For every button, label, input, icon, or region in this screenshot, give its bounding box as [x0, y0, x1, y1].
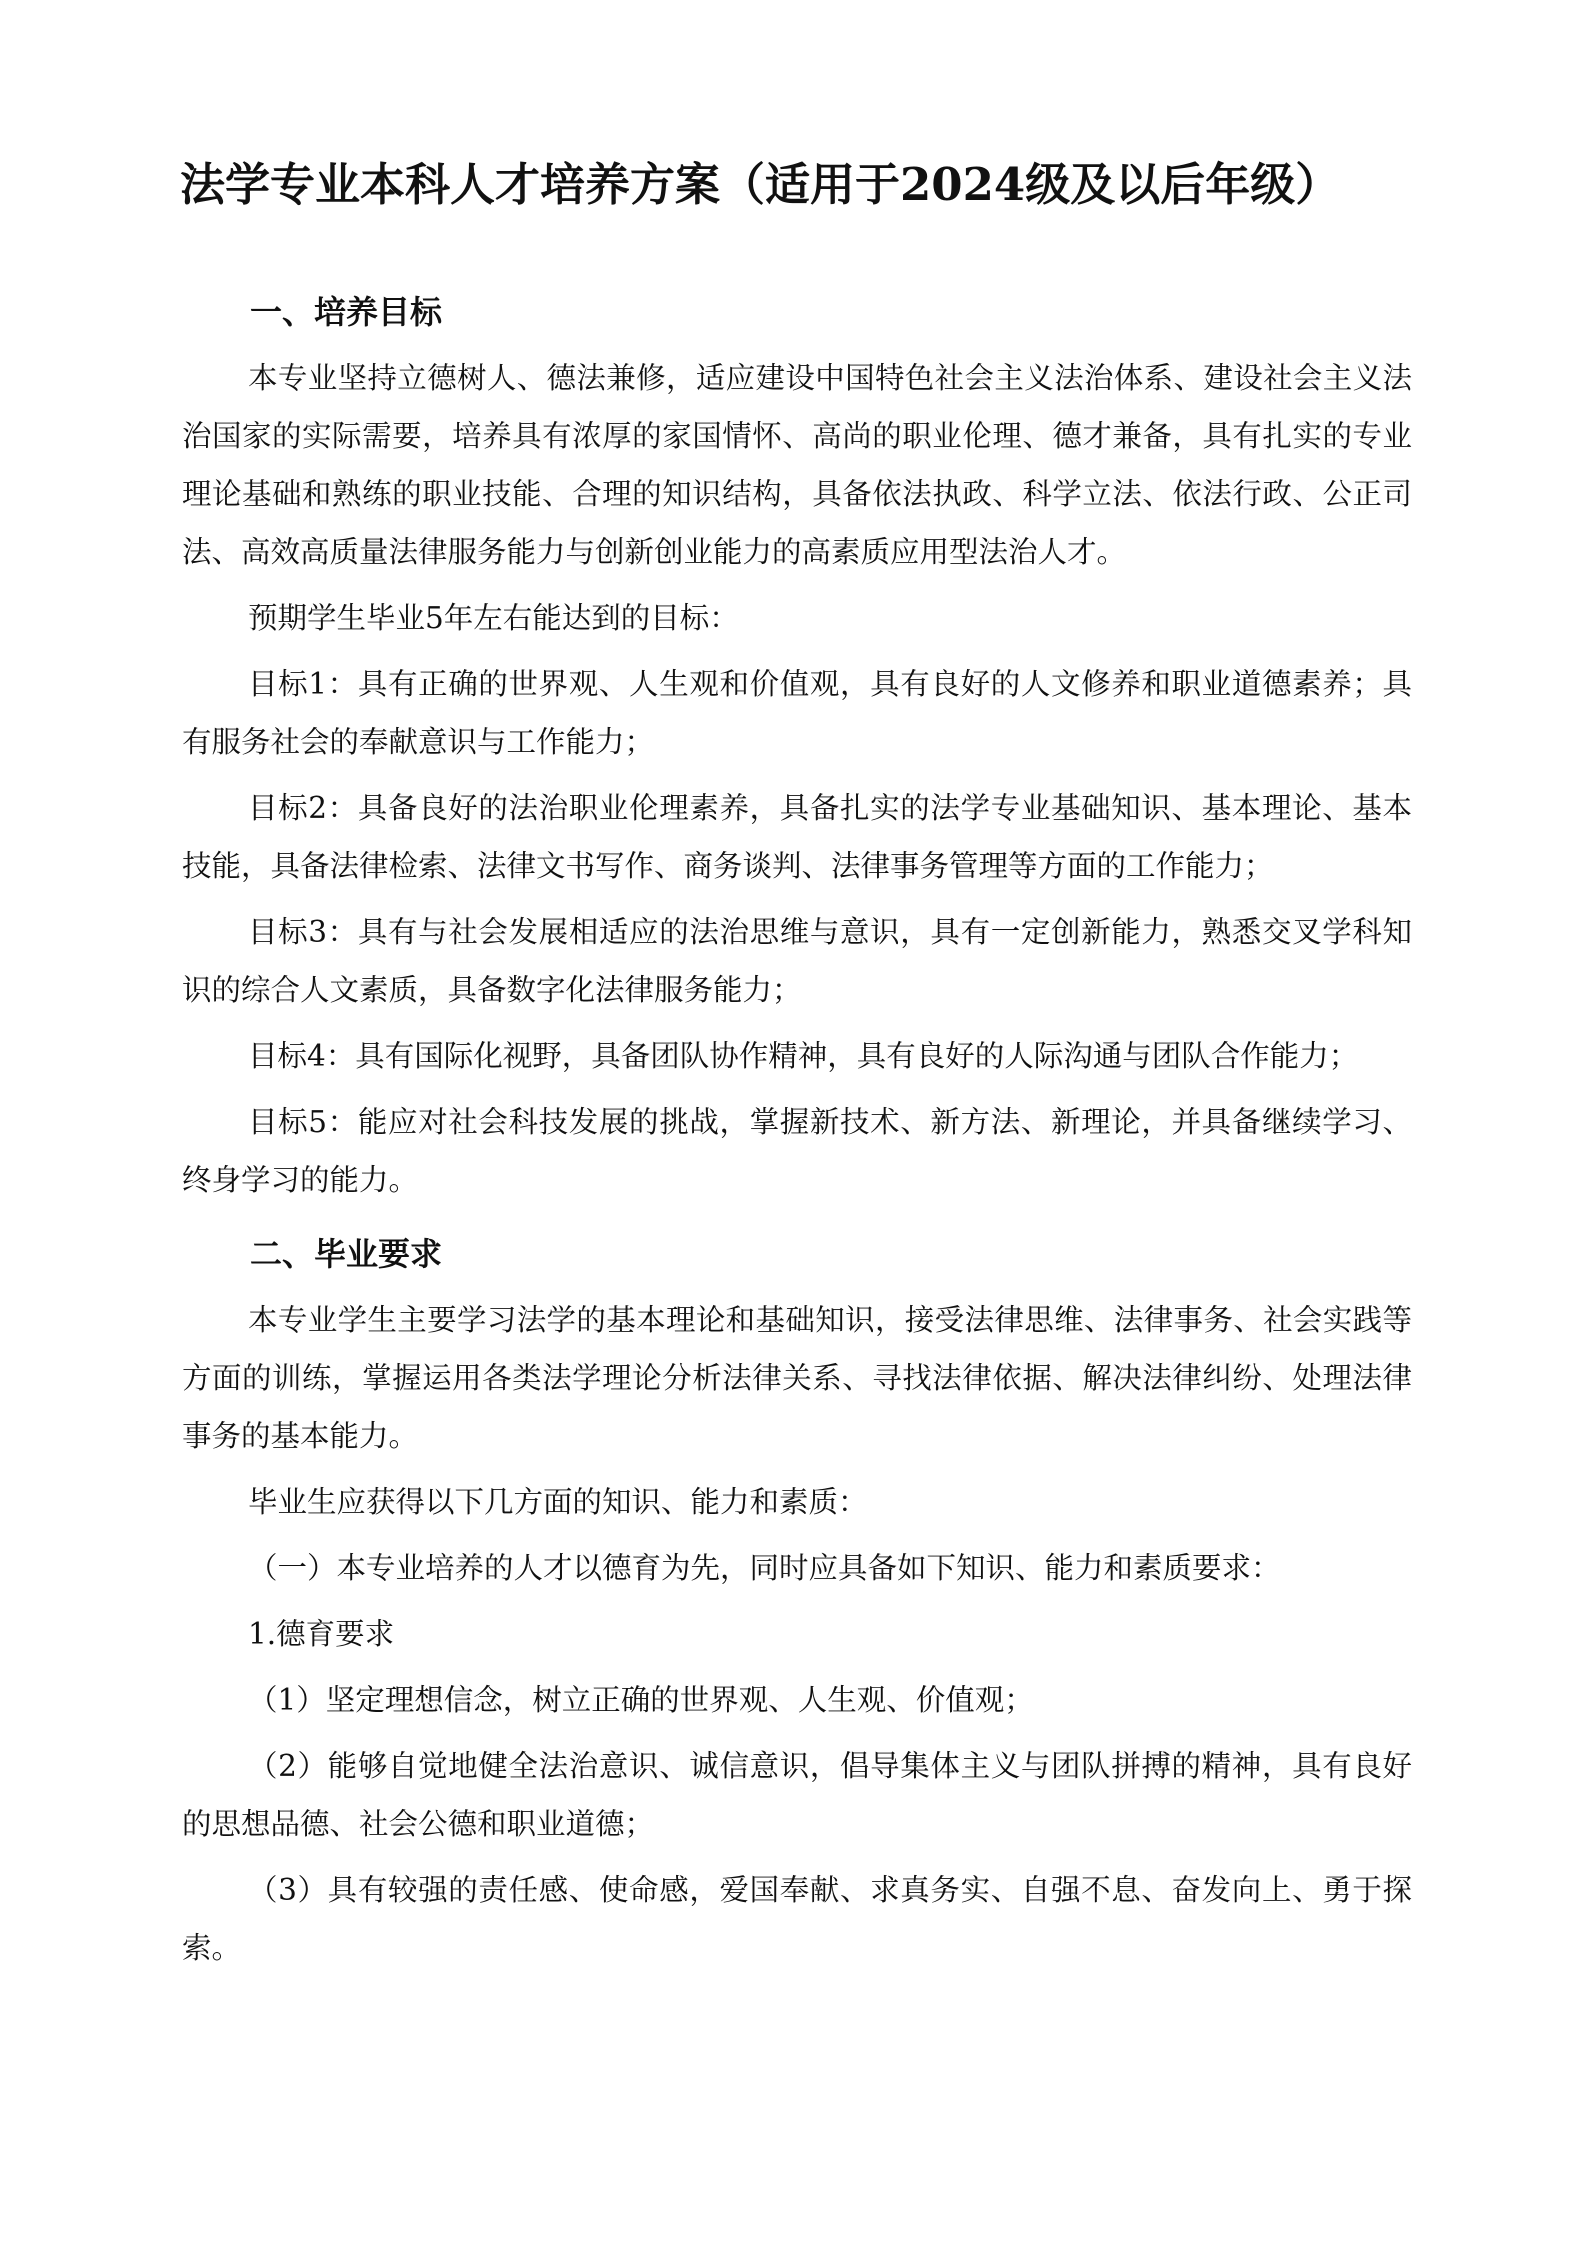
graduation-requirements-intro: 本专业学生主要学习法学的基本理论和基础知识，接受法律思维、法律事务、社会实践等方面的训练，掌握运用各类法学理论分析法律关系、寻找法律依据、解决法律纠纷、处理法律事务的基本能力。 — [182, 1303, 1412, 1453]
moral-item: （1）坚定理想信念，树立正确的世界观、人生观、价值观； — [248, 1683, 1034, 1717]
moral-item: （3）具有较强的责任感、使命感，爱国奉献、求真务实、自强不息、奋发向上、勇于探索。 — [182, 1873, 1412, 1965]
goal-item: 目标1：具有正确的世界观、人生观和价值观，具有良好的人文修养和职业道德素养；具有服务社会的奉献意识与工作能力； — [182, 667, 1412, 759]
goal-item: 目标5：能应对社会科技发展的挑战，掌握新技术、新方法、新理论，并具备继续学习、终身学习的能力。 — [182, 1105, 1412, 1197]
goal-item: 目标4：具有国际化视野，具备团队协作精神，具有良好的人际沟通与团队合作能力； — [248, 1039, 1359, 1073]
subsection-one: （一）本专业培养的人才以德育为先，同时应具备如下知识、能力和素质要求： — [248, 1551, 1281, 1585]
moral-item: （2）能够自觉地健全法治意识、诚信意识，倡导集体主义与团队拼搏的精神，具有良好的思想品德、社会公德和职业道德； — [182, 1749, 1412, 1841]
document-body — [182, 275, 1412, 1977]
graduate-obtain-lead: 毕业生应获得以下几方面的知识、能力和素质： — [248, 1485, 868, 1519]
document-title: 法学专业本科人才培养方案（适用于2024级及以后年级） — [180, 158, 1341, 211]
moral-requirements-title: 1.德育要求 — [248, 1617, 395, 1651]
goal-item: 目标2：具备良好的法治职业伦理素养，具备扎实的法学专业基础知识、基本理论、基本技能，具备法律检索、法律文书写作、商务谈判、法律事务管理等方面的工作能力； — [182, 791, 1412, 883]
training-goals-intro: 本专业坚持立德树人、德法兼修，适应建设中国特色社会主义法治体系、建设社会主义法治国家的实际需要，培养具有浓厚的家国情怀、高尚的职业伦理、德才兼备，具有扎实的专业理论基础和熟练的职业技能、合理的知识结构，具备依法执政、科学立法、依法行政、公正司法、高效高质量法律服务能力与创新创业能力的高素质应用型法治人才。 — [182, 361, 1412, 569]
goal-item: 目标3：具有与社会发展相适应的法治思维与意识，具有一定创新能力，熟悉交叉学科知识的综合人文素质，具备数字化法律服务能力； — [182, 915, 1412, 1007]
section-heading-training-goals: 一、培养目标 — [250, 293, 443, 331]
section-heading-graduation-requirements: 二、毕业要求 — [250, 1235, 443, 1273]
expected-goals-lead: 预期学生毕业5年左右能达到的目标： — [248, 601, 739, 635]
